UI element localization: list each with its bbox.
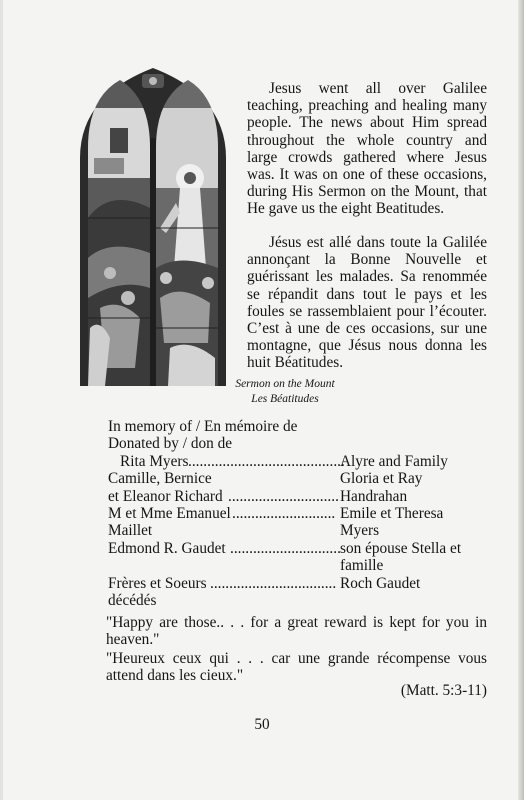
memorial-leader: ...........................: [232, 504, 336, 522]
memorial-left: décédés: [108, 591, 157, 609]
memorial-row: [108, 470, 488, 487]
memorial-left: Frères et Soeurs: [108, 574, 207, 592]
caption-english: Sermon on the Mount: [235, 378, 335, 390]
memorial-left: Rita Myers: [120, 452, 189, 470]
paragraph-english: Jesus went all over Galilee teaching, preaching and healing many people. The news about Him spread throughout the whole country and large crowds gathered where Jesus was. It was on one of these occasions, during His Sermon on the Mount, that He gave us the eight Beatitudes.: [247, 80, 487, 218]
memorial-heading-donated: Donated by / don de: [108, 435, 233, 453]
memorial-left: M et Mme Emanuel: [108, 504, 231, 522]
caption-french: Les Béatitudes: [251, 393, 319, 405]
memorial-row: [108, 575, 488, 592]
paragraph-french: Jésus est allé dans toute la Galilée annonçant la Bonne Nouvelle et guérissant les malades. Sa renommée se répandit dans tout le pays et les foules se rassemblaient pour l’écouter. C’est à une de ces occasions, sur une montagne, que Jésus nous donna les huit Béatitudes.: [247, 234, 487, 372]
stained-glass-window-image: [80, 68, 226, 386]
page-number: 50: [254, 716, 270, 733]
memorial-right: Gloria et Ray: [340, 470, 423, 488]
memorial-right: Roch Gaudet: [340, 574, 421, 592]
page-right-edge: [518, 0, 524, 800]
memorial-right: Alyre and Family: [340, 452, 448, 470]
memorial-right: Myers: [340, 522, 380, 540]
page-left-edge: [0, 0, 3, 800]
memorial-left: Camille, Bernice: [108, 470, 212, 488]
memorial-row: [108, 557, 488, 574]
figure-caption: [220, 377, 350, 407]
memorial-row: [108, 453, 488, 470]
memorial-left: et Eleanor Richard: [108, 487, 223, 505]
memorial-right: Emile et Theresa: [340, 504, 444, 522]
memorial-row: [108, 522, 488, 539]
memorial-leader: .................................: [210, 574, 337, 592]
quote-french: "Heureux ceux qui . . . car une grande récompense vous attend dans les cieux.": [106, 650, 487, 685]
memorial-row: [108, 592, 488, 609]
memorial-right: son épouse Stella et: [340, 539, 462, 557]
memorial-heading-memory: In memory of / En mémoire de: [108, 418, 298, 435]
memorial-row: [108, 488, 488, 505]
memorial-leader: .........................................: [188, 452, 345, 470]
memorial-leader: .............................: [230, 539, 341, 557]
memorial-right: famille: [340, 557, 384, 575]
memorial-leader: .............................: [228, 487, 339, 505]
memorial-left: Edmond R. Gaudet: [108, 539, 226, 557]
scripture-citation: (Matt. 5:3-11): [400, 682, 487, 699]
memorial-right: Handrahan: [340, 487, 408, 505]
memorial-row: [108, 540, 488, 557]
memorial-row: [108, 505, 488, 522]
memorial-list: [108, 418, 488, 609]
quote-english: "Happy are those.. . . for a great reward is kept for you in heaven.": [106, 614, 487, 649]
memorial-left: Maillet: [108, 522, 153, 540]
